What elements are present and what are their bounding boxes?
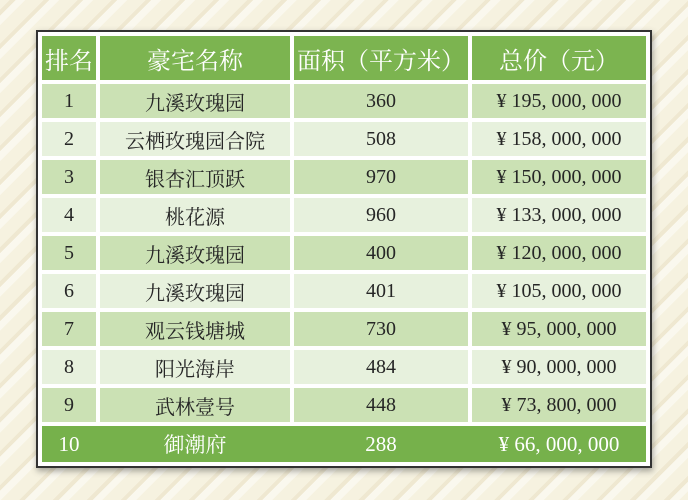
- table-cell-area: 970: [294, 160, 468, 194]
- footer-cell-name: 御潮府: [163, 433, 227, 457]
- table-cell-price: ¥ 133, 000, 000: [472, 198, 646, 232]
- table-grid: [42, 36, 646, 462]
- footer-cell-price: ¥ 66, 000, 000: [498, 431, 620, 456]
- table-cell-price: ¥ 105, 000, 000: [472, 274, 646, 308]
- table-cell-area: 400: [294, 236, 468, 270]
- table-cell-area: 960: [294, 198, 468, 232]
- table-cell-rank: 3: [42, 160, 96, 194]
- table-cell-name: 云栖玫瑰园合院: [100, 122, 290, 156]
- footer-cell-area: 288: [365, 431, 397, 456]
- table-cell-area: 484: [294, 350, 468, 384]
- table-cell-price: ¥ 195, 000, 000: [472, 84, 646, 118]
- table-cell-rank: 1: [42, 84, 96, 118]
- table-cell-name: 观云钱塘城: [100, 312, 290, 346]
- table-cell-rank: 2: [42, 122, 96, 156]
- table-cell-rank: 4: [42, 198, 96, 232]
- table-cell-rank: 6: [42, 274, 96, 308]
- column-header-price: 总价（元）: [472, 36, 646, 80]
- table-cell-area: 730: [294, 312, 468, 346]
- column-header-rank: 排名: [42, 36, 96, 80]
- table-cell-price: ¥ 90, 000, 000: [472, 350, 646, 384]
- table-cell-name: 九溪玫瑰园: [100, 274, 290, 308]
- table-cell-area: 401: [294, 274, 468, 308]
- table-cell-price: ¥ 73, 800, 000: [472, 388, 646, 422]
- luxury-home-ranking-table: [36, 30, 652, 468]
- table-cell-rank: 8: [42, 350, 96, 384]
- table-cell-rank: 7: [42, 312, 96, 346]
- table-cell-price: ¥ 120, 000, 000: [472, 236, 646, 270]
- table-cell-area: 448: [294, 388, 468, 422]
- table-cell-name: 武林壹号: [100, 388, 290, 422]
- column-header-area: 面积（平方米）: [294, 36, 468, 80]
- table-cell-name: 桃花源: [100, 198, 290, 232]
- table-footer-row: [42, 426, 646, 462]
- table-cell-area: 508: [294, 122, 468, 156]
- table-cell-name: 银杏汇顶跃: [100, 160, 290, 194]
- table-cell-rank: 5: [42, 236, 96, 270]
- table-cell-name: 阳光海岸: [100, 350, 290, 384]
- footer-grid: [42, 426, 646, 462]
- table-cell-rank: 9: [42, 388, 96, 422]
- table-cell-price: ¥ 95, 000, 000: [472, 312, 646, 346]
- column-header-name: 豪宅名称: [100, 36, 290, 80]
- table-cell-area: 360: [294, 84, 468, 118]
- footer-cell-rank: 10: [58, 431, 80, 456]
- table-cell-price: ¥ 150, 000, 000: [472, 160, 646, 194]
- table-cell-price: ¥ 158, 000, 000: [472, 122, 646, 156]
- table-cell-name: 九溪玫瑰园: [100, 84, 290, 118]
- table-cell-name: 九溪玫瑰园: [100, 236, 290, 270]
